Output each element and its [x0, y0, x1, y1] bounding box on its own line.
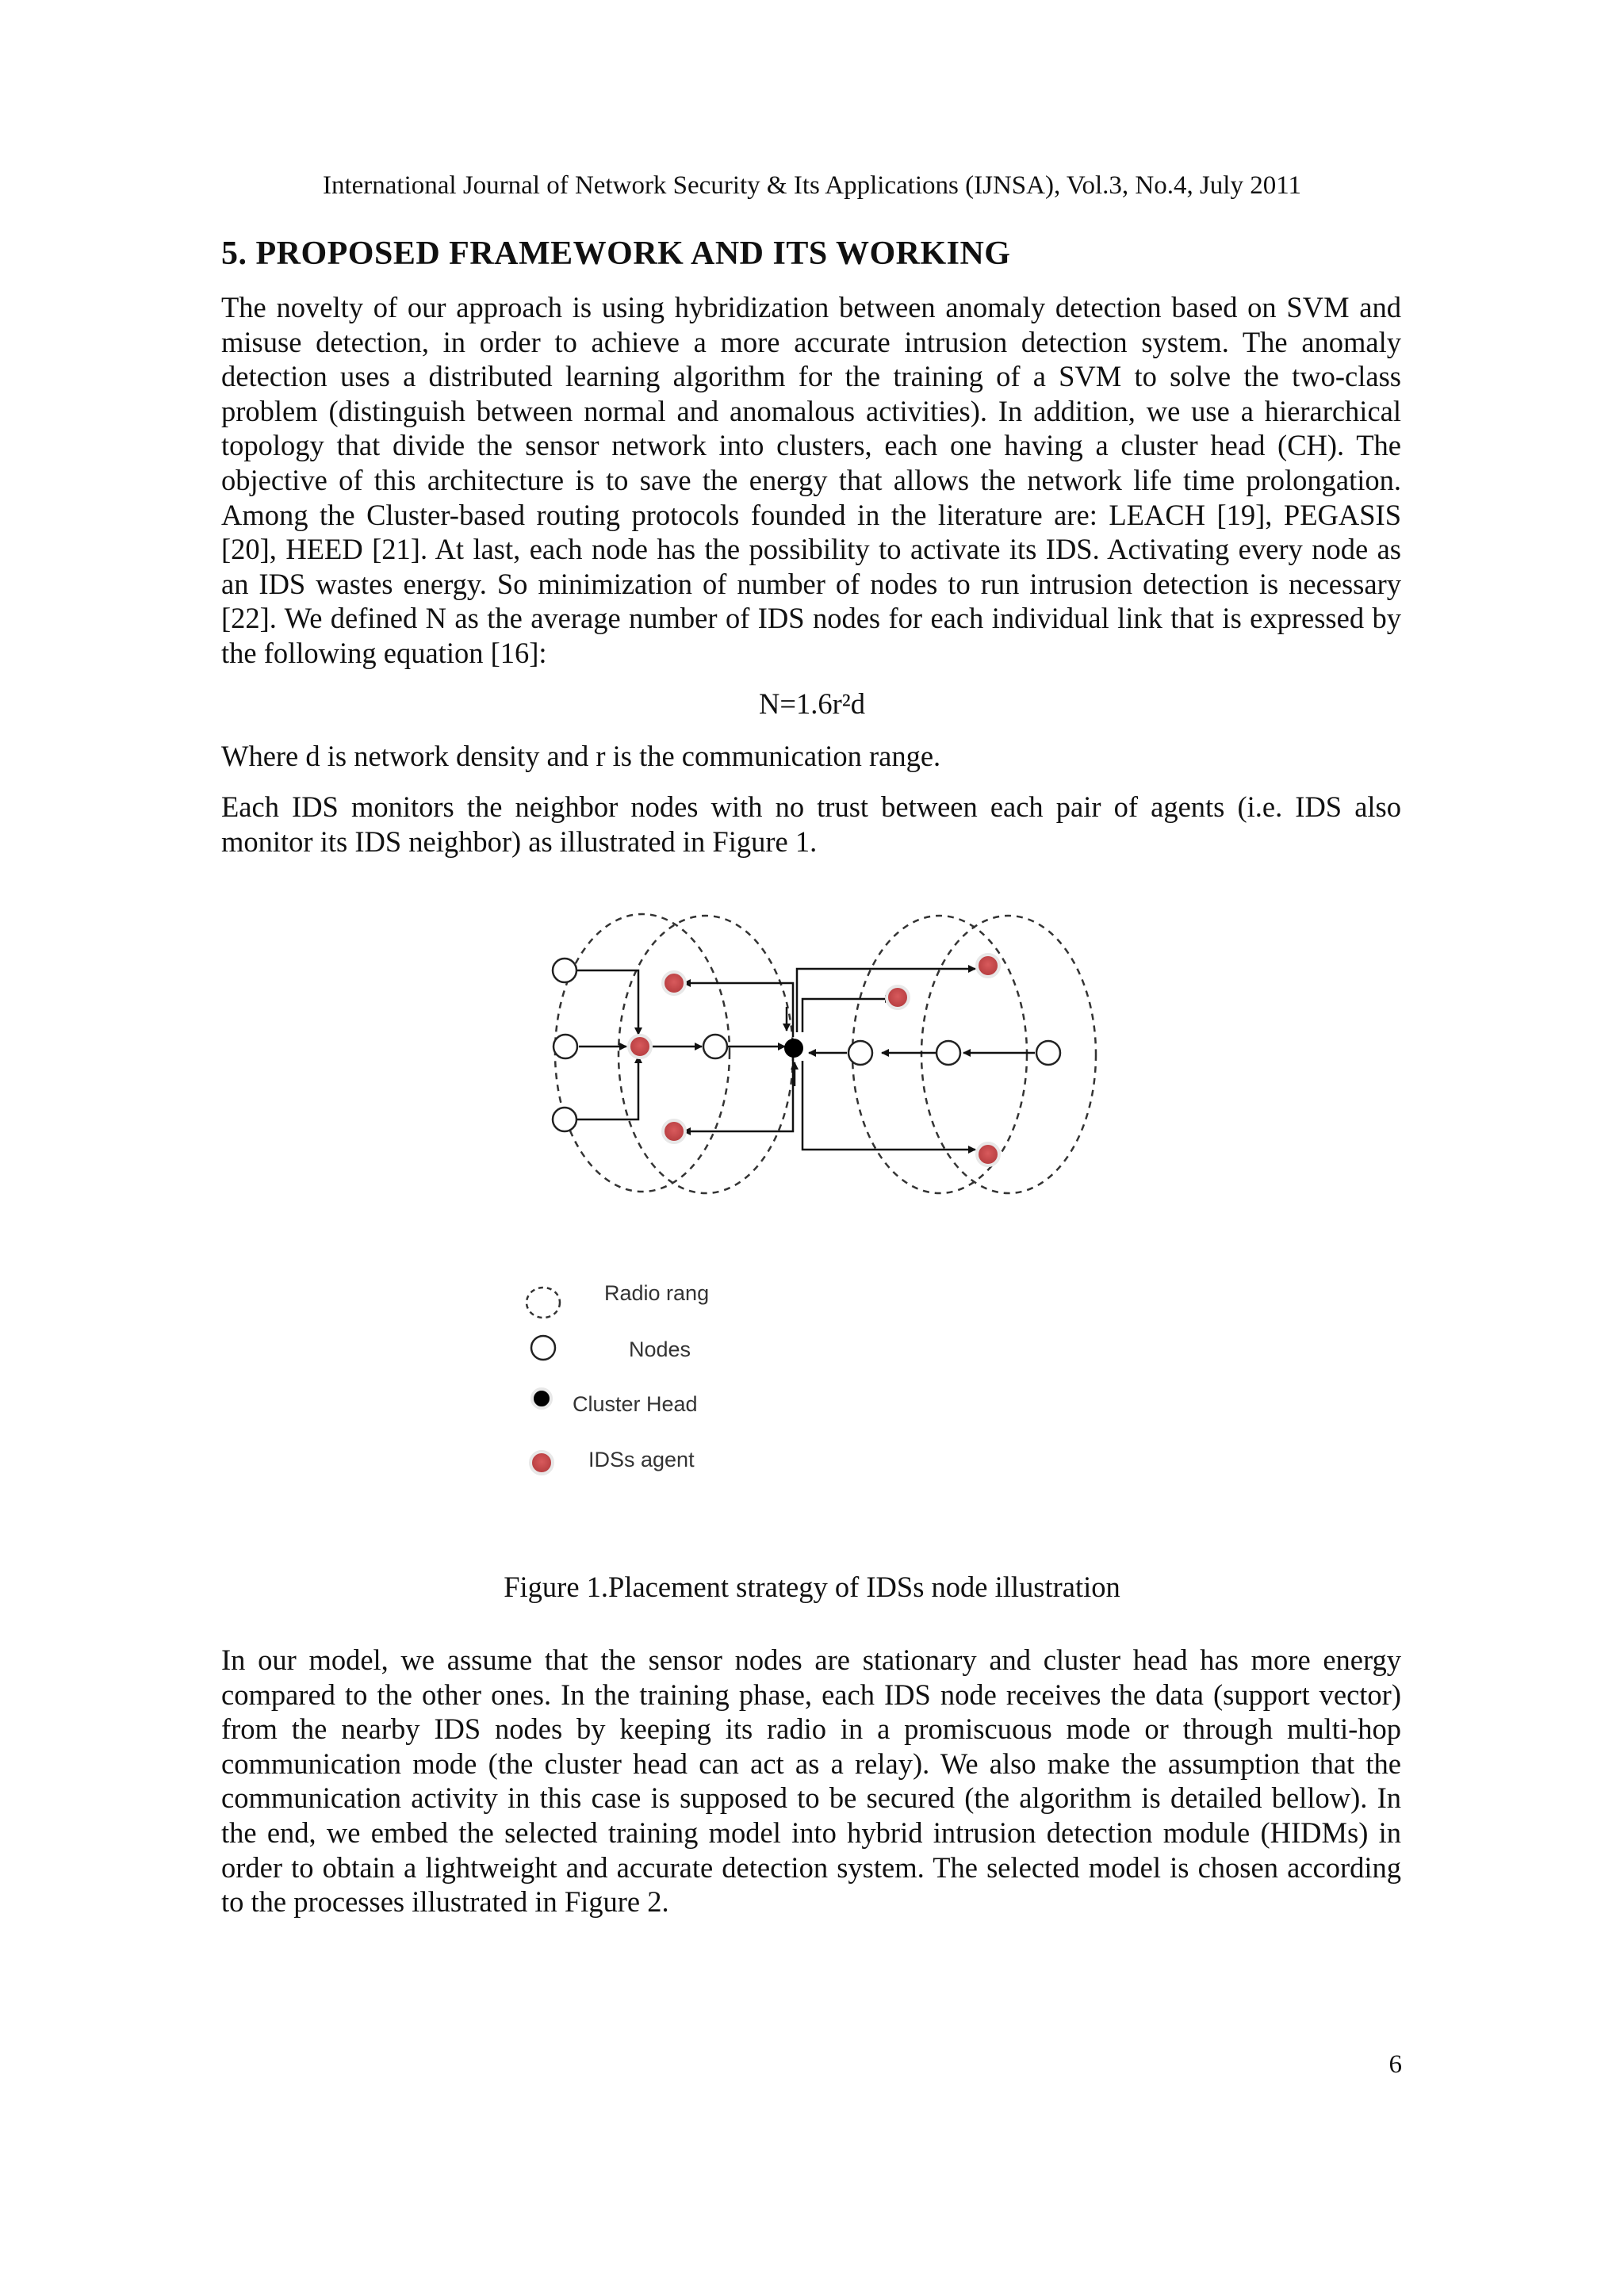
legend-radio-range-icon	[527, 1288, 560, 1318]
legend-node-icon	[531, 1336, 555, 1360]
section-heading: 5. PROPOSED FRAMEWORK AND ITS WORKING	[221, 235, 1011, 272]
cluster-head	[784, 1039, 803, 1058]
node-center-left	[703, 1035, 727, 1058]
node-left-bottom	[553, 1108, 576, 1131]
node-left-mid	[553, 1035, 577, 1058]
ids-agent-right-top	[977, 955, 999, 977]
arrow-bottom-node-to-ids	[575, 1056, 638, 1119]
node-right-1	[848, 1041, 872, 1065]
legend-radio-range-label: Radio rang	[604, 1281, 710, 1305]
page-number: 6	[1388, 2050, 1402, 2079]
legend-ids-agent-label: IDSs agent	[588, 1448, 695, 1471]
legend	[527, 1281, 709, 1474]
legend-cluster-head-icon	[532, 1389, 551, 1408]
running-header: International Journal of Network Security & Its Applications (IJNSA), Vol.3, No.4, July 2011	[322, 171, 1301, 200]
arrow-ch-to-top-ids	[684, 983, 793, 1037]
ids-agent-left-top	[663, 972, 685, 994]
equation: N=1.6r²d	[759, 687, 865, 720]
legend-ids-agent-icon	[530, 1452, 553, 1474]
connections	[575, 969, 1035, 1150]
paragraph-model: In our model, we assume that the sensor nodes are stationary and cluster head has more energy compared to the other ones. In the training phase, each IDS node receives the data (support vector) from the nearby IDS nodes by keeping its radio in a promiscuous mode or through multi-hop communication mode (the cluster head can act as a relay). We also make the assumption that the communication activity in this case is supposed to be secured (the algorithm is detailed bellow). In the end, we embed the selected training model into hybrid intrusion detection module (HIDMs) in order to obtain a lightweight and accurate detection system. The selected model is chosen according to the processes illustrated in Figure 2.	[221, 1644, 1401, 1919]
legend-cluster-head-label: Cluster Head	[573, 1392, 698, 1416]
node-left-top	[553, 959, 576, 982]
arrow-top-node-to-ids	[575, 970, 638, 1035]
figure-ids-placement	[508, 896, 1142, 1498]
node-right-2	[936, 1041, 960, 1065]
legend-node-label: Nodes	[629, 1337, 691, 1361]
arrow-ch-to-bottom-ids	[684, 1056, 793, 1131]
ids-agent-left-center	[629, 1035, 651, 1058]
paragraph-where: Where d is network density and r is the communication range.	[221, 740, 941, 772]
paragraph-intro: The novelty of our approach is using hybridization between anomaly detection based on SVM and misuse detection, in order to achieve a more accurate intrusion detection system. The anomaly detection uses a distributed learning algorithm for the training of a SVM to solve the two-class problem (distinguish between normal and anomalous activities). In addition, we use a hierarchical topology that divide the sensor network into clusters, each one having a cluster head (CH). The objective of this architecture is to save the energy that allows the network life time prolongation. Among the Cluster-based routing protocols founded in the literature are: LEACH [19], PEGASIS [20], HEED [21]. At last, each node has the possibility to activate its IDS. Activating every node as an IDS wastes energy. So minimization of number of nodes to run intrusion detection is necessary [22]. We defined N as the average number of IDS nodes for each individual link that is expressed by the following equation [16]:	[221, 291, 1401, 669]
arrow-ch-to-right-bottom-ids	[802, 1061, 975, 1150]
node-right-3	[1036, 1041, 1060, 1065]
ids-agent-right-mid	[887, 986, 909, 1008]
paragraph-monitoring: Each IDS monitors the neighbor nodes with no trust between each pair of agents (i.e. IDS also monitor its IDS neighbor) as illustrated in Figure 1.	[221, 790, 1401, 858]
ids-agent-right-bottom	[977, 1143, 999, 1165]
ids-agent-left-bottom	[663, 1120, 685, 1142]
arrow-ch-to-right-mid-ids	[802, 999, 892, 1032]
figure-caption: Figure 1.Placement strategy of IDSs node illustration	[504, 1571, 1120, 1603]
